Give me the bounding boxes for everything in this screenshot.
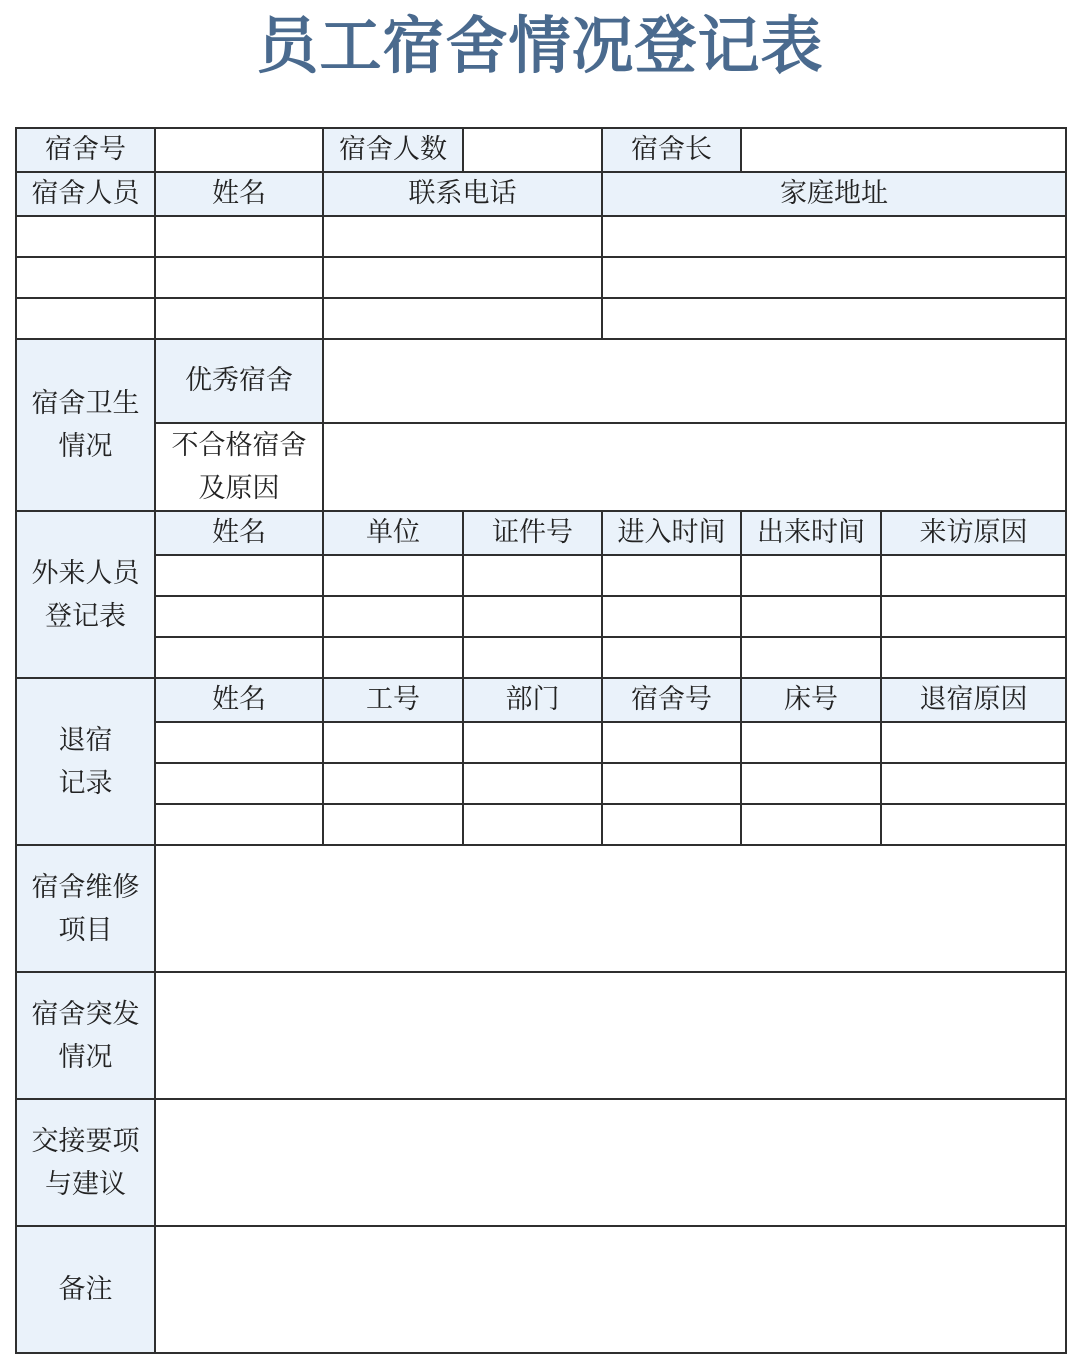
- resident-name-cell[interactable]: [155, 298, 323, 339]
- remarks-row: [16, 1226, 1066, 1353]
- resident-row: [16, 257, 1066, 298]
- checkout-row: [16, 722, 1066, 763]
- checkout-row: [16, 804, 1066, 845]
- checkout-label-line: 退宿: [58, 724, 113, 756]
- visitor-cell[interactable]: [463, 637, 602, 678]
- dorm-no-field[interactable]: [155, 128, 323, 172]
- dorm-head-label: 宿舍长: [602, 128, 741, 172]
- visitor-cell[interactable]: [881, 637, 1066, 678]
- visitor-row: [16, 637, 1066, 678]
- dorm-head-field[interactable]: [741, 128, 1066, 172]
- visitors-header-row: [16, 511, 1066, 555]
- checkout-col-dorm-no: 宿舍号: [602, 678, 741, 722]
- resident-count-field[interactable]: [463, 128, 602, 172]
- unqualified-label-line: 不合格宿舍: [171, 430, 307, 461]
- resident-row: [16, 298, 1066, 339]
- handover-field[interactable]: [155, 1099, 1066, 1226]
- visitor-cell[interactable]: [741, 637, 881, 678]
- visitor-cell[interactable]: [323, 555, 463, 596]
- dorm-register-table: [15, 127, 1067, 1354]
- checkout-col-employee-id: 工号: [323, 678, 463, 722]
- checkout-label: [16, 678, 155, 845]
- visitors-label-line: 外来人员: [31, 557, 140, 589]
- visitor-cell[interactable]: [741, 555, 881, 596]
- resident-name-cell[interactable]: [155, 257, 323, 298]
- unqualified-dorm-field[interactable]: [323, 423, 1066, 511]
- resident-phone-cell[interactable]: [323, 257, 602, 298]
- checkout-col-name: 姓名: [155, 678, 323, 722]
- visitor-cell[interactable]: [155, 555, 323, 596]
- emergency-label-line: 情况: [58, 1041, 113, 1073]
- residents-col-name: 姓名: [155, 172, 323, 216]
- repair-field[interactable]: [155, 845, 1066, 972]
- visitor-cell[interactable]: [602, 596, 741, 637]
- visitor-row: [16, 596, 1066, 637]
- hygiene-row-excellent: [16, 339, 1066, 423]
- resident-phone-cell[interactable]: [323, 216, 602, 257]
- handover-label: [16, 1099, 155, 1226]
- handover-label-line: 与建议: [45, 1168, 126, 1200]
- residents-col-phone: 联系电话: [323, 172, 602, 216]
- checkout-row: [16, 763, 1066, 804]
- emergency-label-line: 宿舍突发: [31, 998, 140, 1030]
- checkout-cell[interactable]: [463, 722, 602, 763]
- repair-label-line: 宿舍维修: [31, 871, 140, 903]
- resident-phone-cell[interactable]: [323, 298, 602, 339]
- visitor-cell[interactable]: [602, 637, 741, 678]
- visitor-cell[interactable]: [602, 555, 741, 596]
- checkout-cell[interactable]: [602, 722, 741, 763]
- resident-address-cell[interactable]: [602, 216, 1066, 257]
- checkout-cell[interactable]: [155, 804, 323, 845]
- hygiene-row-unqualified: [16, 423, 1066, 511]
- emergency-label: [16, 972, 155, 1099]
- resident-count-label: 宿舍人数: [323, 128, 463, 172]
- hygiene-label-line: 宿舍卫生: [31, 388, 140, 419]
- checkout-cell[interactable]: [602, 763, 741, 804]
- checkout-cell[interactable]: [155, 722, 323, 763]
- visitor-cell[interactable]: [323, 637, 463, 678]
- visitors-col-name: 姓名: [155, 511, 323, 555]
- checkout-col-department: 部门: [463, 678, 602, 722]
- visitors-col-unit: 单位: [323, 511, 463, 555]
- header-row-dorm-info: [16, 128, 1066, 172]
- resident-name-cell[interactable]: [155, 216, 323, 257]
- resident-cell[interactable]: [16, 257, 155, 298]
- visitors-col-entry-time: 进入时间: [602, 511, 741, 555]
- unqualified-dorm-label: [155, 423, 323, 511]
- resident-address-cell[interactable]: [602, 257, 1066, 298]
- checkout-cell[interactable]: [881, 722, 1066, 763]
- checkout-label-line: 记录: [58, 767, 113, 799]
- visitors-col-id: 证件号: [463, 511, 602, 555]
- resident-address-cell[interactable]: [602, 298, 1066, 339]
- remarks-field[interactable]: [155, 1226, 1066, 1353]
- checkout-cell[interactable]: [741, 722, 881, 763]
- resident-cell[interactable]: [16, 298, 155, 339]
- handover-row: [16, 1099, 1066, 1226]
- emergency-field[interactable]: [155, 972, 1066, 1099]
- remarks-label: 备注: [16, 1226, 155, 1353]
- visitor-cell[interactable]: [155, 596, 323, 637]
- visitor-row: [16, 555, 1066, 596]
- visitor-cell[interactable]: [155, 637, 323, 678]
- emergency-row: [16, 972, 1066, 1099]
- residents-col-address: 家庭地址: [602, 172, 1066, 216]
- resident-cell[interactable]: [16, 216, 155, 257]
- dorm-no-label: 宿舍号: [16, 128, 155, 172]
- repair-label-line: 项目: [58, 914, 113, 946]
- checkout-cell[interactable]: [463, 804, 602, 845]
- checkout-cell[interactable]: [881, 804, 1066, 845]
- checkout-col-reason: 退宿原因: [881, 678, 1066, 722]
- visitor-cell[interactable]: [463, 596, 602, 637]
- checkout-cell[interactable]: [463, 763, 602, 804]
- resident-row: [16, 216, 1066, 257]
- visitor-cell[interactable]: [881, 555, 1066, 596]
- checkout-cell[interactable]: [323, 804, 463, 845]
- excellent-dorm-field[interactable]: [323, 339, 1066, 423]
- checkout-cell[interactable]: [741, 804, 881, 845]
- repair-label: [16, 845, 155, 972]
- checkout-cell[interactable]: [323, 722, 463, 763]
- hygiene-label-line: 情况: [58, 431, 113, 462]
- excellent-dorm-label: 优秀宿舍: [155, 339, 323, 423]
- hygiene-label: [16, 339, 155, 511]
- checkout-cell[interactable]: [155, 763, 323, 804]
- visitors-col-exit-time: 出来时间: [741, 511, 881, 555]
- residents-header-row: [16, 172, 1066, 216]
- visitor-cell[interactable]: [463, 555, 602, 596]
- checkout-cell[interactable]: [602, 804, 741, 845]
- form-title: 员工宿舍情况登记表: [256, 9, 824, 82]
- checkout-header-row: [16, 678, 1066, 722]
- checkout-col-bed-no: 床号: [741, 678, 881, 722]
- visitor-cell[interactable]: [741, 596, 881, 637]
- unqualified-label-line: 及原因: [198, 473, 280, 504]
- checkout-cell[interactable]: [741, 763, 881, 804]
- checkout-cell[interactable]: [881, 763, 1066, 804]
- residents-label: 宿舍人员: [16, 172, 155, 216]
- repair-row: [16, 845, 1066, 972]
- visitor-cell[interactable]: [881, 596, 1066, 637]
- visitors-col-reason: 来访原因: [881, 511, 1066, 555]
- visitors-label-line: 登记表: [45, 600, 126, 632]
- handover-label-line: 交接要项: [31, 1125, 140, 1157]
- visitor-cell[interactable]: [323, 596, 463, 637]
- visitors-label: [16, 511, 155, 678]
- checkout-cell[interactable]: [323, 763, 463, 804]
